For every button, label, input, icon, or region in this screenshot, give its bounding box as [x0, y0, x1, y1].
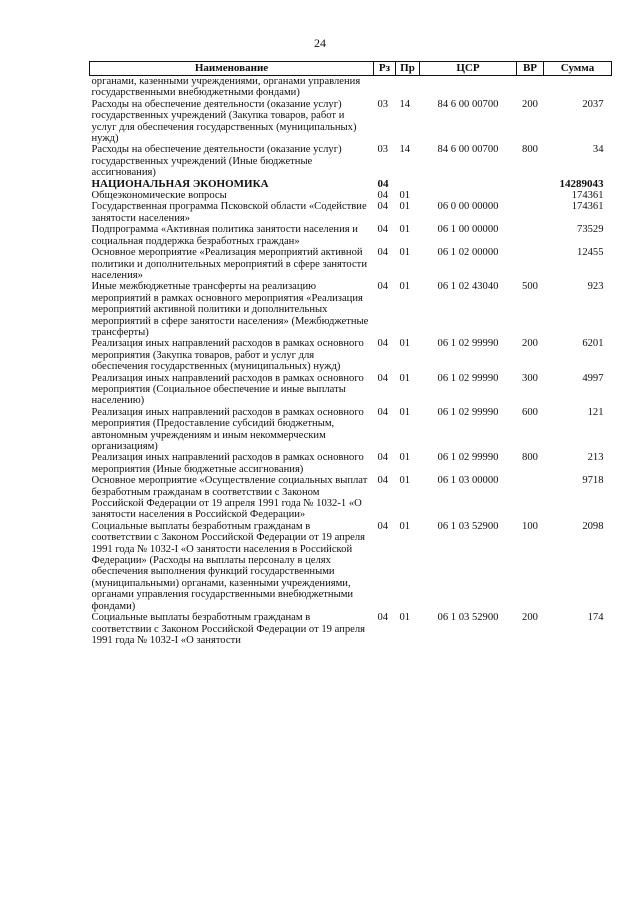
header-name: Наименование — [90, 62, 374, 76]
cell-csr: 06 1 02 99990 — [437, 372, 499, 384]
cell-vr — [517, 247, 544, 281]
cell-name: Иные межбюджетные трансферты на реализацию мероприятий в рамках основного мероприятия «Реализация мероприятий активной политики и дополнительных мероприятий в сфере занятости населения» (Межбюджетные трансферты) — [91, 281, 369, 338]
cell-vr: 100 — [522, 520, 538, 532]
cell-csr: 06 1 02 99990 — [437, 338, 499, 350]
cell-vr: 800 — [522, 144, 538, 156]
cell-vr: 200 — [522, 98, 538, 110]
cell-sum: 121 — [587, 406, 604, 418]
header-sum: Сумма — [544, 62, 612, 76]
cell-csr — [420, 179, 517, 190]
cell-pr: 01 — [399, 475, 411, 487]
cell-rz: 03 — [377, 144, 389, 156]
cell-sum: 4997 — [582, 372, 604, 384]
table-row — [90, 281, 612, 338]
cell-vr: 200 — [522, 338, 538, 350]
cell-name: Государственная программа Псковской области «Содействие занятости населения» — [91, 201, 367, 224]
table-row — [90, 475, 612, 521]
cell-pr: 14 — [399, 144, 411, 156]
table-row — [90, 179, 612, 190]
cell-pr: 01 — [399, 281, 411, 293]
cell-name: Основное мероприятие «Реализация мероприятий активной политики и дополнительных мероприятий в сфере занятости населения» — [91, 247, 367, 281]
cell-rz — [374, 76, 396, 99]
cell-sum — [544, 76, 612, 99]
header-vr: ВР — [517, 62, 544, 76]
cell-vr — [517, 190, 544, 201]
cell-sum: 174361 — [571, 190, 604, 202]
table-row — [90, 76, 612, 99]
cell-sum: 2098 — [582, 520, 604, 532]
cell-pr: 01 — [399, 224, 411, 236]
cell-name: Реализация иных направлений расходов в рамках основного мероприятия (Иные бюджетные ассигнования) — [91, 452, 364, 475]
cell-pr — [396, 76, 420, 99]
cell-name: Подпрограмма «Активная политика занятости населения и социальная поддержка безработных граждан» — [91, 224, 358, 247]
cell-sum: 2037 — [582, 98, 604, 110]
cell-pr — [396, 179, 420, 190]
cell-name: Общеэкономические вопросы — [91, 190, 227, 202]
cell-pr: 01 — [399, 452, 411, 464]
cell-pr: 01 — [399, 612, 411, 624]
table-row — [90, 144, 612, 178]
table-header-row — [90, 62, 612, 76]
cell-csr: 06 1 00 00000 — [437, 224, 499, 236]
cell-sum: 174 — [587, 612, 604, 624]
cell-rz: 04 — [377, 452, 389, 464]
cell-rz: 04 — [377, 475, 389, 487]
table-row — [90, 407, 612, 453]
cell-rz: 04 — [377, 201, 389, 213]
cell-vr: 300 — [522, 372, 538, 384]
budget-table — [89, 61, 612, 646]
cell-pr: 01 — [399, 520, 411, 532]
table-row — [90, 612, 612, 646]
header-pr: Пр — [396, 62, 420, 76]
cell-csr: 06 1 03 52900 — [437, 520, 499, 532]
cell-csr: 06 1 02 99990 — [437, 406, 499, 418]
table-row — [90, 201, 612, 224]
cell-vr: 500 — [522, 281, 538, 293]
cell-name: органами, казенными учреждениями, органами управления государственными внебюджетными фондами) — [91, 76, 361, 99]
table-row — [90, 247, 612, 281]
cell-sum: 9718 — [582, 475, 604, 487]
cell-csr: 06 0 00 00000 — [437, 201, 499, 213]
page-number: 24 — [314, 36, 326, 50]
cell-pr: 01 — [399, 372, 411, 384]
cell-vr — [517, 76, 544, 99]
cell-csr: 06 1 02 43040 — [437, 281, 499, 293]
cell-pr: 14 — [399, 98, 411, 110]
cell-csr — [420, 190, 517, 201]
cell-vr: 200 — [522, 612, 538, 624]
cell-sum: 73529 — [577, 224, 604, 236]
cell-vr — [517, 224, 544, 247]
cell-rz: 04 — [377, 338, 389, 350]
cell-vr: 600 — [522, 406, 538, 418]
cell-name: Социальные выплаты безработным гражданам в соответствии с Законом Российской Федерации от 19 апреля 1991 года № 1032-I «О занятости — [91, 612, 365, 646]
cell-pr: 01 — [399, 201, 411, 213]
cell-sum: 923 — [587, 281, 604, 293]
cell-pr: 01 — [399, 406, 411, 418]
cell-name: Социальные выплаты безработным гражданам в соответствии с Законом Российской Федерации от 19 апреля 1991 года № 1032-I «О занятости населения в Российской Федерации» (Расходы на выплаты персоналу в целях обеспечения выполнения функций государственными (муниципальными) органами, казенными учреждениями, органами управления государственными внебюджетными фондами) — [91, 520, 365, 612]
cell-csr: 06 1 02 00000 — [437, 247, 499, 259]
header-csr: ЦСР — [420, 62, 517, 76]
cell-csr: 06 1 03 52900 — [437, 612, 499, 624]
cell-rz: 04 — [377, 224, 389, 236]
cell-name: Основное мероприятие «Осуществление социальных выплат безработным гражданам в соответствии с Законом Российской Федерации от 19 апреля 1991 года № 1032-1 «О занятости населения в Российской Федерации» — [91, 475, 368, 521]
cell-vr — [517, 475, 544, 521]
cell-sum: 14289043 — [559, 177, 604, 190]
cell-sum: 213 — [587, 452, 604, 464]
cell-csr: 84 6 00 00700 — [437, 144, 499, 156]
cell-rz: 04 — [377, 190, 389, 202]
cell-name: Расходы на обеспечение деятельности (оказание услуг) государственных учреждений (Иные бюджетные ассигнования) — [91, 144, 342, 179]
cell-vr — [517, 179, 544, 190]
cell-rz: 04 — [377, 372, 389, 384]
cell-csr: 06 1 02 99990 — [437, 452, 499, 464]
cell-rz: 04 — [377, 177, 389, 190]
cell-rz: 04 — [377, 520, 389, 532]
cell-rz: 04 — [377, 281, 389, 293]
cell-pr: 01 — [399, 338, 411, 350]
cell-csr: 84 6 00 00700 — [437, 98, 499, 110]
cell-sum: 34 — [592, 144, 604, 156]
cell-rz: 04 — [377, 612, 389, 624]
header-rz: Рз — [374, 62, 396, 76]
cell-name: НАЦИОНАЛЬНАЯ ЭКОНОМИКА — [91, 177, 269, 190]
cell-rz: 03 — [377, 98, 389, 110]
table-row — [90, 521, 612, 612]
cell-name: Расходы на обеспечение деятельности (оказание услуг) государственных учреждений (Закупка товаров, работ и услуг для обеспечения государственных (муниципальных) нужд) — [91, 98, 357, 145]
cell-sum: 6201 — [582, 338, 604, 350]
table-row — [90, 338, 612, 372]
cell-csr: 06 1 03 00000 — [437, 475, 499, 487]
cell-name: Реализация иных направлений расходов в рамках основного мероприятия (Социальное обеспечение и иные выплаты населению) — [91, 372, 364, 407]
cell-sum: 12455 — [577, 247, 604, 259]
cell-rz: 04 — [377, 406, 389, 418]
table-row — [90, 373, 612, 407]
cell-rz: 04 — [377, 247, 389, 259]
cell-pr: 01 — [399, 247, 411, 259]
table-row — [90, 190, 612, 201]
cell-name: Реализация иных направлений расходов в рамках основного мероприятия (Предоставление субсидий бюджетным, автономным учреждениям и иным некоммерческим организациям) — [91, 406, 364, 452]
table-row — [90, 224, 612, 247]
cell-name: Реализация иных направлений расходов в рамках основного мероприятия (Закупка товаров, работ и услуг для обеспечения государственных (муниципальных) нужд) — [91, 338, 364, 373]
cell-pr: 01 — [399, 190, 411, 202]
cell-vr: 800 — [522, 452, 538, 464]
cell-csr — [420, 76, 517, 99]
table-row — [90, 99, 612, 145]
cell-vr — [517, 201, 544, 224]
table-row — [90, 452, 612, 475]
cell-sum: 174361 — [571, 201, 604, 213]
